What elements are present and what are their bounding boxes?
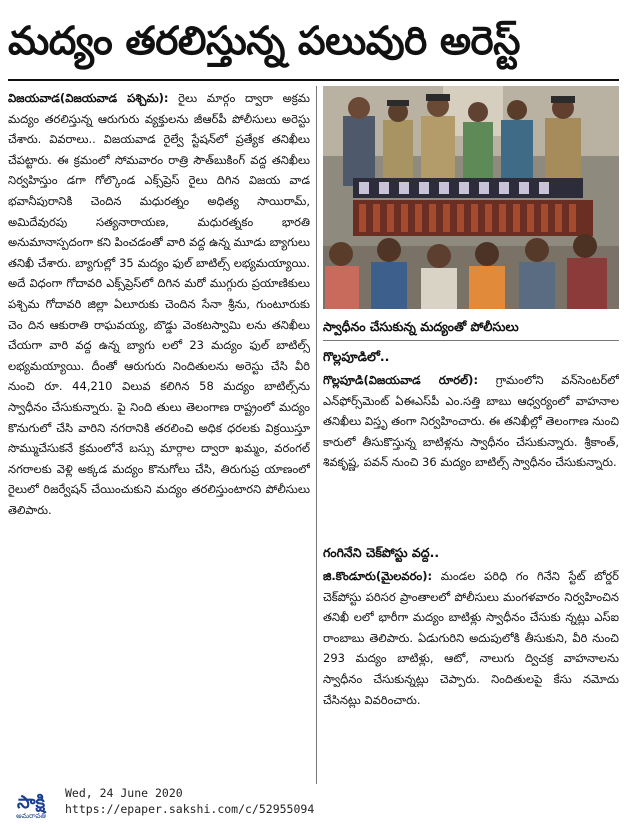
section-dateline: గొల్లపూడి(విజయవాడ రూరల్):	[323, 373, 479, 387]
left-column	[8, 88, 310, 785]
section-heading-ganginen: గంగినేని చెక్‌పోస్టు వద్ద..	[323, 545, 440, 560]
article-text: రైలు మార్గం ద్వారా అక్రమ మద్యం తరలిస్తున్న ఆరుగురు వ్యక్తులను జీఆర్‌పీ పోలీసులు అరెస్టు చేశారు. వివరాలు.. విజయవాడ రైల్వే స్టేషన్‌లో ప్రత్యేక తనిఖీలు చేపట్టారు. ఈ క్రమంలో సోమవారం రాత్రి సౌత్‌బుకింగ్ వద్ద తనిఖీలు నిర్వహిస్తుం డగా గోల్కొండ ఎక్స్‌ప్రెస్ రైలు దిగిన విజయ వాడ భవానీపురానికి చెందిన మధురత్నం అధిత్య సాయిరామ్, అమిదేవురపు సత్యనారాయణ, మధురత్నకం భారతి అనుమానాస్పదంగా కని పించడంతో వారి వద్ద ఉన్న మూడు బ్యాగులు తనిఖీ చేశారు. బ్యాగుల్లో 35 మద్యం ఫుల్ బాటిల్స్ లభ్యమయ్యాయి. అదే విధంగా గోదావరి ఎక్స్‌ప్రెస్‌లో దిగిన మరో ముగ్గురు ప్రయాణికులు పశ్చిమ గోదావరి జిల్లా ఏలూరుకు చెందిన సేనా శ్రీను, గుంటూరుకు చెం దిన ఆకురాతి రాఘవయ్య, బొడ్డు వెంకటస్వామి లను తనిఖీలు చేయగా వారి వద్ద ఉన్న బ్యాగు లలో 23 మద్యం ఫుల్ బాటిల్స్ లభ్యమయ్యాయి. దీంతో ఆరుగురు నిందితులను అరెస్టు చేసి వీరి నుంచి రూ. 44,210 విలువ కలిగిన 58 మద్యం బాటిల్స్‌ను స్వాధీనం చేసుకున్నారు. పై నింది తులు తెలంగాణ రాష్ట్రంలో మద్యం కొనుగులో చేసి వారిని నగరానికి తరలించి అధిక ధరలకు విక్రయిస్తూ సొమ్ముచేసుకనే క్రమంలోనే బస్సు మార్గాల ద్వారా ఖమ్మం, వరంగల్ నగరాలకు వెళ్లి అక్కడ మద్యం కొనుగోలు చేసి, తిరుగుప్ర యాణంలో రైలులో రిజర్వేషన్ చేయించుకుని మద్యం తరలిస్తుంటారని పోలీసులు తెలిపారు.	[8, 91, 310, 517]
section-content: మండల పరిధి గం గినేని స్టేట్ బోర్డర్ చెక్‌పోస్టు పరిసర ప్రాంతాలలో పోలీసులు మంగళవారం నిర్వహించిన తనిఖీ లలో భారీగా మద్యం బాటిళ్లు స్వాధీనం చేసుకు న్నట్లు ఎస్ఐ రాంబాబు తెలిపారు. ఏడుగురిని అదుపులోకి తీసుకుని, వీరి నుంచి 293 మద్యం బాటిళ్లు, ఆటో, నాలుగు ద్విచక్ర వాహనాలను స్వాధీనం చేసుకున్నట్లు చెప్పారు. నిందితులపై కేసు నమోదు చేసినట్లు వివరించారు.	[323, 569, 619, 707]
footer-url-link[interactable]: https://epaper.sakshi.com/c/52955094	[65, 802, 315, 816]
svg-text:అమరావతి: అమరావతి	[16, 812, 46, 820]
section-body-ganginen	[323, 566, 619, 780]
footer-date: Wed, 24 June 2020	[65, 786, 183, 800]
article-dateline: విజయవాడ(విజయవాడ పశ్చిమ):	[8, 91, 169, 105]
section-dateline: జి.కొండూరు(మైలవరం):	[323, 569, 433, 583]
sakshi-logo	[6, 790, 57, 820]
column-divider	[316, 86, 317, 784]
section-text	[323, 566, 619, 710]
article-body	[8, 88, 310, 520]
section-body-gollapudi	[323, 370, 619, 538]
police-seizure-photo	[323, 86, 619, 309]
photo-image	[323, 86, 619, 309]
photo-caption: స్వాధీనం చేసుకున్న మద్యంతో పోలీసులు	[323, 319, 519, 334]
caption-rule	[323, 340, 619, 341]
svg-text:సాక్షి: సాక్షి	[17, 792, 45, 813]
headline-rule	[8, 79, 619, 81]
headline: మద్యం తరలిస్తున్న పలువురి అరెస్ట్	[8, 19, 521, 64]
sakshi-logo-icon	[6, 790, 57, 820]
section-text	[323, 370, 619, 473]
section-content: గ్రామంలోని వన్‌సెంటర్‌లో ఎన్‌ఫోర్స్‌మెంట్ ఏఈఎస్‌పీ ఎం.సత్తి బాబు ఆధ్వర్యంలో వాహనాల తనిఖీలు విస్తృ తంగా నిర్వహించారు. ఈ తనిఖీల్లో తెలంగాణ నుంచి కారులో తీసుకొస్తున్న బాటిళ్లను స్వాధీనం చేసుకున్నారు. శ్రీకాంత్, శివకృష్ణ, పవన్ నుంచి 36 మద్యం బాటిల్స్ స్వాధీనం చేసుకున్నారు.	[323, 373, 619, 470]
section-heading-gollapudi: గొల్లపూడిలో..	[323, 349, 390, 364]
